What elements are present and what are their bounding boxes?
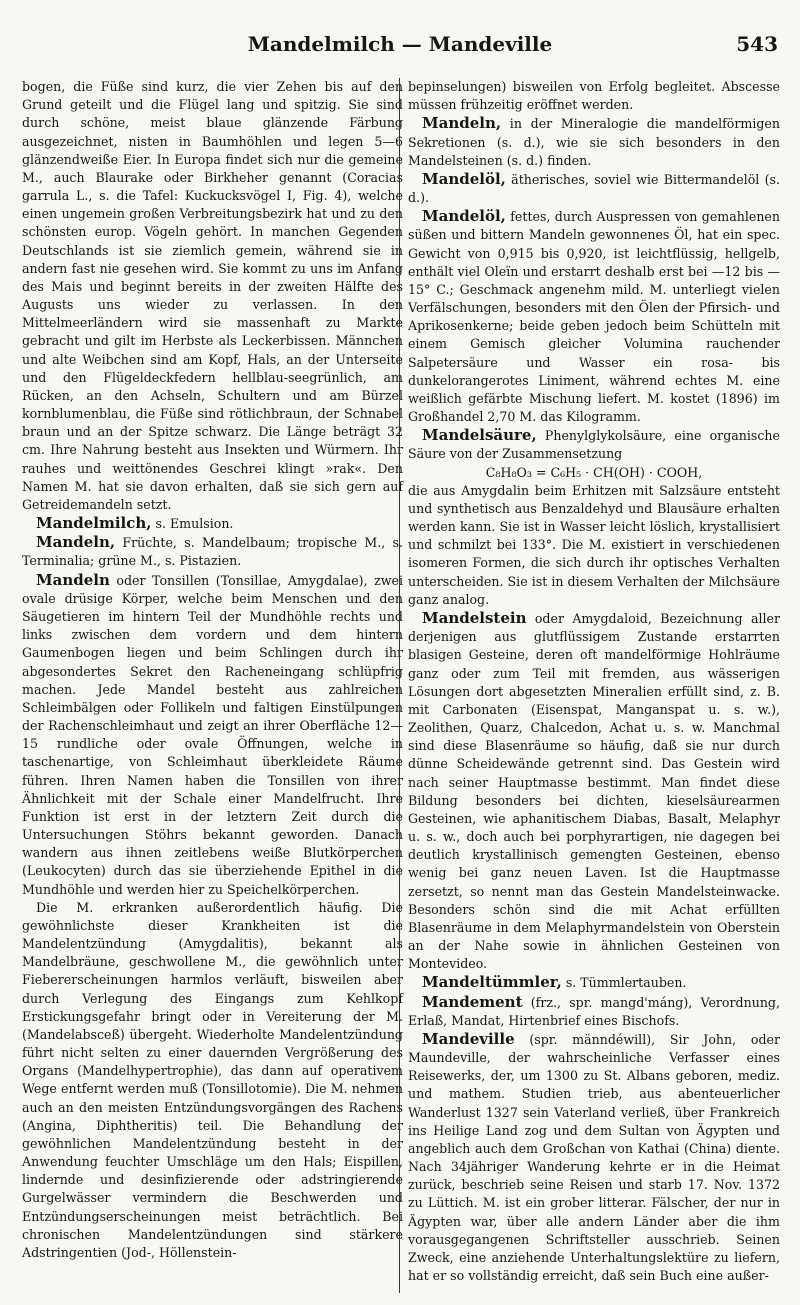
entry-headword: Mandelöl, (422, 169, 506, 188)
entry-headword: Mandement (422, 992, 523, 1011)
entry-text: ätherisches, soviel wie Bittermandelöl (s. d.). (408, 171, 780, 206)
page-header (22, 28, 778, 68)
entry-headword: Mandelstein (422, 608, 527, 627)
entry-headword: Mandeln, (422, 114, 502, 133)
entry-text: Phenylglykolsäure, eine organische Säure von der Zusammensetzung (408, 428, 780, 462)
entry-text: oder Amygdaloid, Bezeichnung aller derjenigen aus glutflüssigem Zustande erstarrten blasigen Gesteine, deren oft mandelförmige Hohlräume ganz oder zum Teil mit fremden, aus wässerigen Lösungen dort abgesetzten Mineralien erfüllt sind, z. B. mit Carbonaten (Eisenspat, Manganspat u. s. w.), Zeolithen, Quarz, Chalcedon, Achat u. s. w. Manchmal sind diese Blasenräume so häufig, daß sie nur durch dünne Scheidewände getrennt sind. Das Gestein wird nach seiner Hauptmasse bestimmt. Man findet diese Bildung besonders bei dichten, kieselsäurearmen Gesteinen, wie aphanitischem Diabas, Basalt, Melaphyr u. s. w., doch auch bei porphyrartigen, nie dagegen bei deutlich krystallinisch gemengten Gesteinen, ebenso wenig bei ganz neuen Laven. Ist die Hauptmasse zersetzt, so nennt man das Gestein Mandelsteinwacke. Besonders schön sind die mit Achat erfüllten Blasenräume in dem Melaphyrmandelstein von Oberstein an der Nahe sowie in ähnlichen Gesteinen von Montevideo. (408, 610, 780, 972)
dictionary-entry (408, 993, 780, 1030)
continued-text: bepinselungen) bisweilen von Erfolg begleitet. Abscesse müssen frühzeitig eröffnet werden. (408, 79, 780, 113)
entry-headword: Mandelsäure, (422, 426, 537, 445)
entry-text: s. Tümmlertauben. (561, 975, 687, 991)
dictionary-entry (408, 1030, 780, 1285)
entry-text: fettes, durch Auspressen von gemahlenen süßen und bittern Mandeln gewonnenes Öl, hat ein spec. Gewicht von 0,915 bis 0,920, ist leichtflüssig, hellgelb, enthält viel Oleïn und erstarrt deshalb erst bei —12 bis —15° C.; Geschmack angenehm mild. M. unterliegt vielen Verfälschungen, besonders mit den Ölen der Pfirsich- und Aprikosenkerne; beide geben jedoch beim Schütteln mit einem Gemisch gleicher Volumina rauchender Salpetersäure und Wasser ein rosa- bis dunkelorangerotes Liniment, während echtes M. eine weißlich gefärbte Mischung liefert. M. kostet (1896) im Großhandel 2,70 M. das Kilogramm. (408, 209, 780, 425)
entry-text: Die M. erkranken außerordentlich häufig. Die gewöhnlichste dieser Krankheiten ist die Mandelentzündung (Amygdalitis), bekannt als Mandelbräune, geschwollene M., die gewöhnlich unter Fiebererscheinungen harmlos verläuft, bisweilen aber durch Verlegung des Eingangs zum Kehlkopf Erstickungsgefahr bringt oder in Vereiterung der M. (Mandelabsceß) übergeht. Wiederholte Mandelentzündung führt nicht selten zu einer dauernden Vergrößerung des Organs (Mandelhypertrophie), das dann auf operativem Wege entfernt werden muß (Tonsillotomie). Die M. nehmen auch an den meisten Entzündungsvorgängen des Rachens (Angina, Diphtheritis) teil. Die Behandlung der gewöhnlichen Mandelentzündung besteht in der Anwendung feuchter Umschläge um den Hals; Eispillen, lindernde und desinfizierende oder adstringierende Gurgelwässer vermindern die Beschwerden und Entzündungserscheinungen meist beträchtlich. Bei chronischen Mandelentzündungen sind stärkere Adstringentien (Jod-, Höllenstein- (22, 899, 403, 1260)
dictionary-entry (408, 170, 780, 207)
entry-headword: Mandelmilch, (36, 514, 152, 533)
dictionary-entry (408, 609, 780, 973)
entry-headword: Mandeville (422, 1029, 515, 1048)
continued-text: bogen, die Füße sind kurz, die vier Zehen bis auf den Grund geteilt und die Flügel lang und spitzig. Sie sind durch schöne, meist blaue glänzende Färbung ausgezeichnet, nisten in Baumhöhlen und legen 5—6 glänzendweiße Eier. In Europa findet sich nur die gemeine M., auch Blaurake oder Birkheher genannt (Coracias garrula L., s. die Tafel: Kuckucksvögel I, Fig. 4), welche einen ungemein großen Verbreitungsbezirk hat und zu den schönsten europ. Vögeln gehört. In manchen Gegenden Deutschlands ist sie ziemlich gemein, während sie in andern fast nie gesehen wird. Sie kommt zu uns im Anfang des Mais und beginnt bereits in der zweiten Hälfte des Augusts uns wieder zu verlassen. In den Mittelmeerländern wird sie massenhaft zu Markte gebracht und gilt im Herbste als Leckerbissen. Männchen und alte Weibchen sind am Kopf, Hals, an der Unterseite und den Flügeldeckfedern hellblau-seegrünlich, am Rücken, an den Achseln, Schultern und am Bürzel kornblumenblau, die Füße sind rötlichbraun, der Schnabel braun und an der Spitze schwarz. Die Länge beträgt 32 cm. Ihre Nahrung besteht aus Insekten und Würmern. Ihr rauhes und weittönendes Geschrei klingt »rak«. Den Namen M. hat sie davon erhalten, daß sie sich gern auf Getreidemandeln setzt. (22, 79, 403, 512)
chemical-formula: C₈H₈O₃ = C₆H₅ · CH(OH) · COOH, (485, 464, 703, 480)
entry-text: in der Mineralogie die mandelförmigen Sekretionen (s. d.), wie sie sich besonders in den Mandelsteinen (s. d.) finden. (408, 116, 780, 168)
right-column (408, 78, 780, 1285)
entry-headword: Mandelöl, (422, 207, 506, 226)
continued-text: die aus Amygdalin beim Erhitzen mit Salzsäure entsteht und synthetisch aus Benzaldehyd und Blausäure erhalten werden kann. Sie ist in Wasser leicht löslich, krystallisiert und schmilzt bei 133°. Die M. existiert in verschiedenen isomeren Formen, die sich durch ihr optisches Verhalten unterscheiden. Sie ist in diesem Verhalten der Milchsäure ganz analog. (408, 482, 780, 607)
column-divider (399, 78, 400, 1293)
entry-text: Früchte, s. Mandelbaum; tropische M., s. Terminalia; grüne M., s. Pistazien. (22, 535, 403, 569)
entry-text: oder Tonsillen (Tonsillae, Amygdalae), zwei ovale drüsige Körper, welche beim Menschen und den Säugetieren im hintern Teil der Mundhöhle rechts und links zwischen dem vordern und dem hintern Gaumenbogen liegen und beim Schlingen durch ihr abgesondertes Sekret den Racheneingang schlüpfrig machen. Jede Mandel besteht aus zahlreichen Schleimbälgen oder Follikeln und faltigen Einstülpungen der Rachenschleimhaut und zeigt an ihrer Oberfläche 12—15 rundliche oder ovale Öffnungen, welche in taschenartige, von Schleimhaut überkleidete Räume führen. Ihren Namen haben die Tonsillen von ihrer Ähnlichkeit mit der Schale einer Mandelfrucht. Ihre Funktion ist erst in der letztern Zeit durch die Untersuchungen Stöhrs bekannt geworden. Danach wandern aus ihnen zeitlebens weiße Blutkörperchen (Leukocyten) durch das sie überziehende Epithel in die Mundhöhle und werden hier zu Speichelkörperchen. (22, 572, 403, 897)
dictionary-entry (22, 514, 403, 533)
entry-text: (frz., spr. mangd'máng), Verordnung, Erlaß, Mandat, Hirtenbrief eines Bischofs. (408, 994, 780, 1028)
dictionary-entry (22, 571, 403, 899)
dictionary-entry (408, 114, 780, 170)
running-title: Mandelmilch — Mandeville (247, 32, 553, 56)
entry-headword: Mandeln (36, 570, 110, 589)
dictionary-entry (408, 207, 780, 426)
dictionary-entry (22, 533, 403, 570)
entry-headword: Mandeltümmler, (422, 973, 562, 992)
page-number: 543 (736, 32, 778, 56)
dictionary-entry (408, 426, 780, 463)
entry-headword: Mandeln, (36, 533, 116, 552)
entry-text: (spr. männdéwill), Sir John, oder Maundeville, der wahrscheinliche Verfasser eines Reisewerks, der, um 1300 zu St. Albans geboren, mediz. und mathem. Studien trieb, aus abenteuerlicher Wanderlust 1327 sein Vaterland verließ, über Frankreich ins Heilige Land zog und dem Sultan von Ägypten und angeblich auch dem Großchan von Kathai (China) diente. Nach 34jähriger Wanderung kehrte er in die Heimat zurück, beschrieb seine Reisen und starb 17. Nov. 1372 zu Lüttich. M. ist ein grober litterar. Fälscher, der nur in Ägypten war, über alle andern Länder aber die ihm vorausgegangenen Schriftsteller ausschrieb. Seinen Zweck, eine anziehende Unterhaltungslektüre zu liefern, hat er so vollständig erreicht, daß sein Buch eine außer- (408, 1031, 780, 1284)
dictionary-entry (408, 973, 780, 992)
left-column (22, 78, 403, 1262)
dictionary-entry (22, 899, 403, 1262)
entry-text: s. Emulsion. (151, 516, 234, 532)
